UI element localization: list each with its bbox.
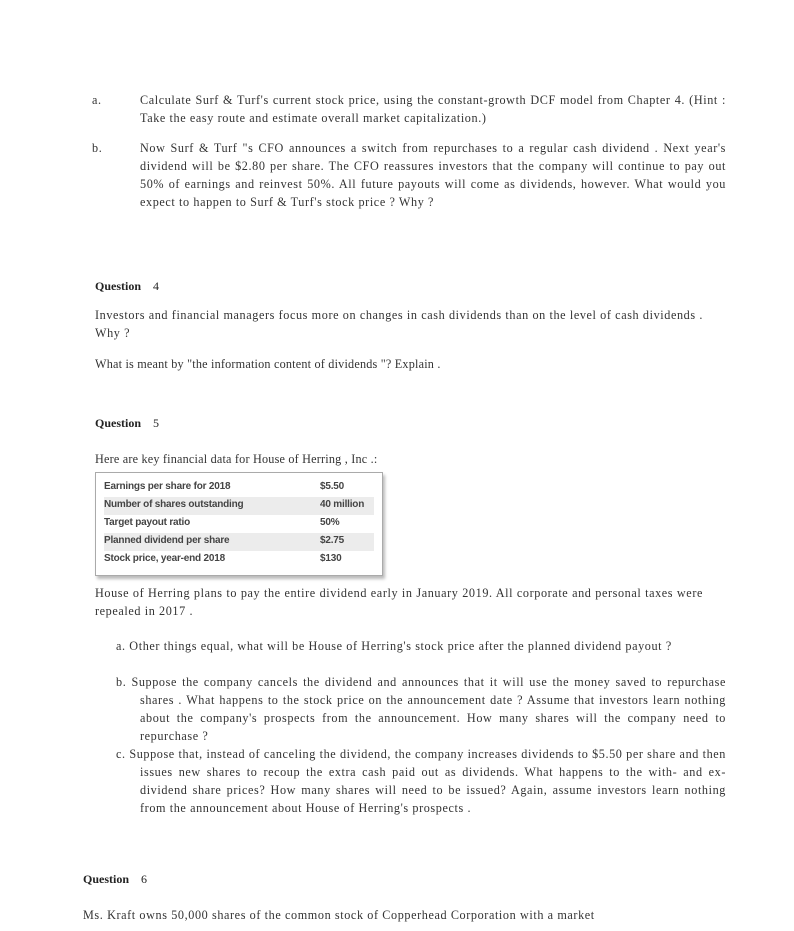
table-row-key: Target payout ratio (104, 517, 191, 528)
q5-heading-number: 5 (153, 416, 160, 430)
table-row-key: Stock price, year-end 2018 (104, 553, 225, 564)
table-row (104, 533, 374, 551)
q6-heading (83, 872, 147, 887)
q3-item-b (92, 139, 726, 211)
q5-after-table: House of Herring plans to pay the entire dividend early in January 2019. All corporate and personal taxes were repealed in 2017 . (95, 586, 703, 618)
q3-item-b-text: Now Surf & Turf "s CFO announces a switch from repurchases to a regular cash dividend . Next year's dividend will be $2.80 per share. The CFO reassures investors that the company will continue to pay out 50% of earnings and reinvest 50%. All future payouts will come as dividends, however. What would you expect to happen to Surf & Turf's stock price ? Why ? (140, 141, 726, 209)
q5-item-b: b. Suppose the company cancels the dividend and announces that it will use the money saved to repurchase shares . What happens to the stock price on the announcement date ? Assume that investors learn nothing about the company's prospects from the announcement. How many shares will the company need to repurchase ? (116, 675, 726, 743)
table-row-key: Number of shares outstanding (104, 499, 244, 510)
q5-intro: Here are key financial data for House of Herring , Inc .: (95, 452, 378, 466)
q6-heading-number: 6 (141, 872, 148, 886)
q5-item-a: a. Other things equal, what will be House of Herring's stock price after the planned dividend payout ? (116, 639, 672, 653)
financial-data-table (95, 472, 383, 576)
q5-heading-title: Question (95, 416, 142, 430)
table-row (104, 497, 374, 515)
q3-item-a (92, 91, 726, 127)
q5-heading (95, 416, 159, 431)
table-row-key: Planned dividend per share (104, 535, 230, 546)
q4-heading (95, 279, 159, 294)
table-row (104, 479, 374, 497)
table-row (104, 515, 374, 533)
q4-paragraph-1: Investors and financial managers focus more on changes in cash dividends than on the level of cash dividends . Why ? (95, 308, 703, 340)
table-row (104, 551, 374, 569)
q4-paragraph-2: What is meant by "the information content of dividends "? Explain . (95, 357, 441, 371)
q5-item-c: c. Suppose that, instead of canceling the dividend, the company increases dividends to $5.50 per share and then issues new shares to recoup the extra cash paid out as dividends. What happens to the with- and ex-dividend share prices? How many shares will need to be issued? Again, assume investors learn nothing from the announcement about House of Herring's prospects . (116, 747, 726, 815)
table-row-value: 40 million (320, 499, 365, 510)
q6-heading-title: Question (83, 872, 130, 886)
table-row-value: $2.75 (320, 535, 345, 546)
q3-item-a-label: a. (92, 93, 102, 107)
table-row-value: 50% (320, 517, 340, 528)
q3-item-b-label: b. (92, 141, 103, 155)
q6-paragraph-1: Ms. Kraft owns 50,000 shares of the common stock of Copperhead Corporation with a market (83, 908, 595, 922)
q3-item-a-text: Calculate Surf & Turf's current stock price, using the constant-growth DCF model from Chapter 4. (Hint : Take the easy route and estimate overall market capitalization.) (140, 93, 726, 125)
table-row-key: Earnings per share for 2018 (104, 481, 231, 492)
table-row-value: $130 (320, 553, 342, 564)
q4-heading-title: Question (95, 279, 142, 293)
q4-heading-number: 4 (153, 279, 160, 293)
table-row-value: $5.50 (320, 481, 345, 492)
